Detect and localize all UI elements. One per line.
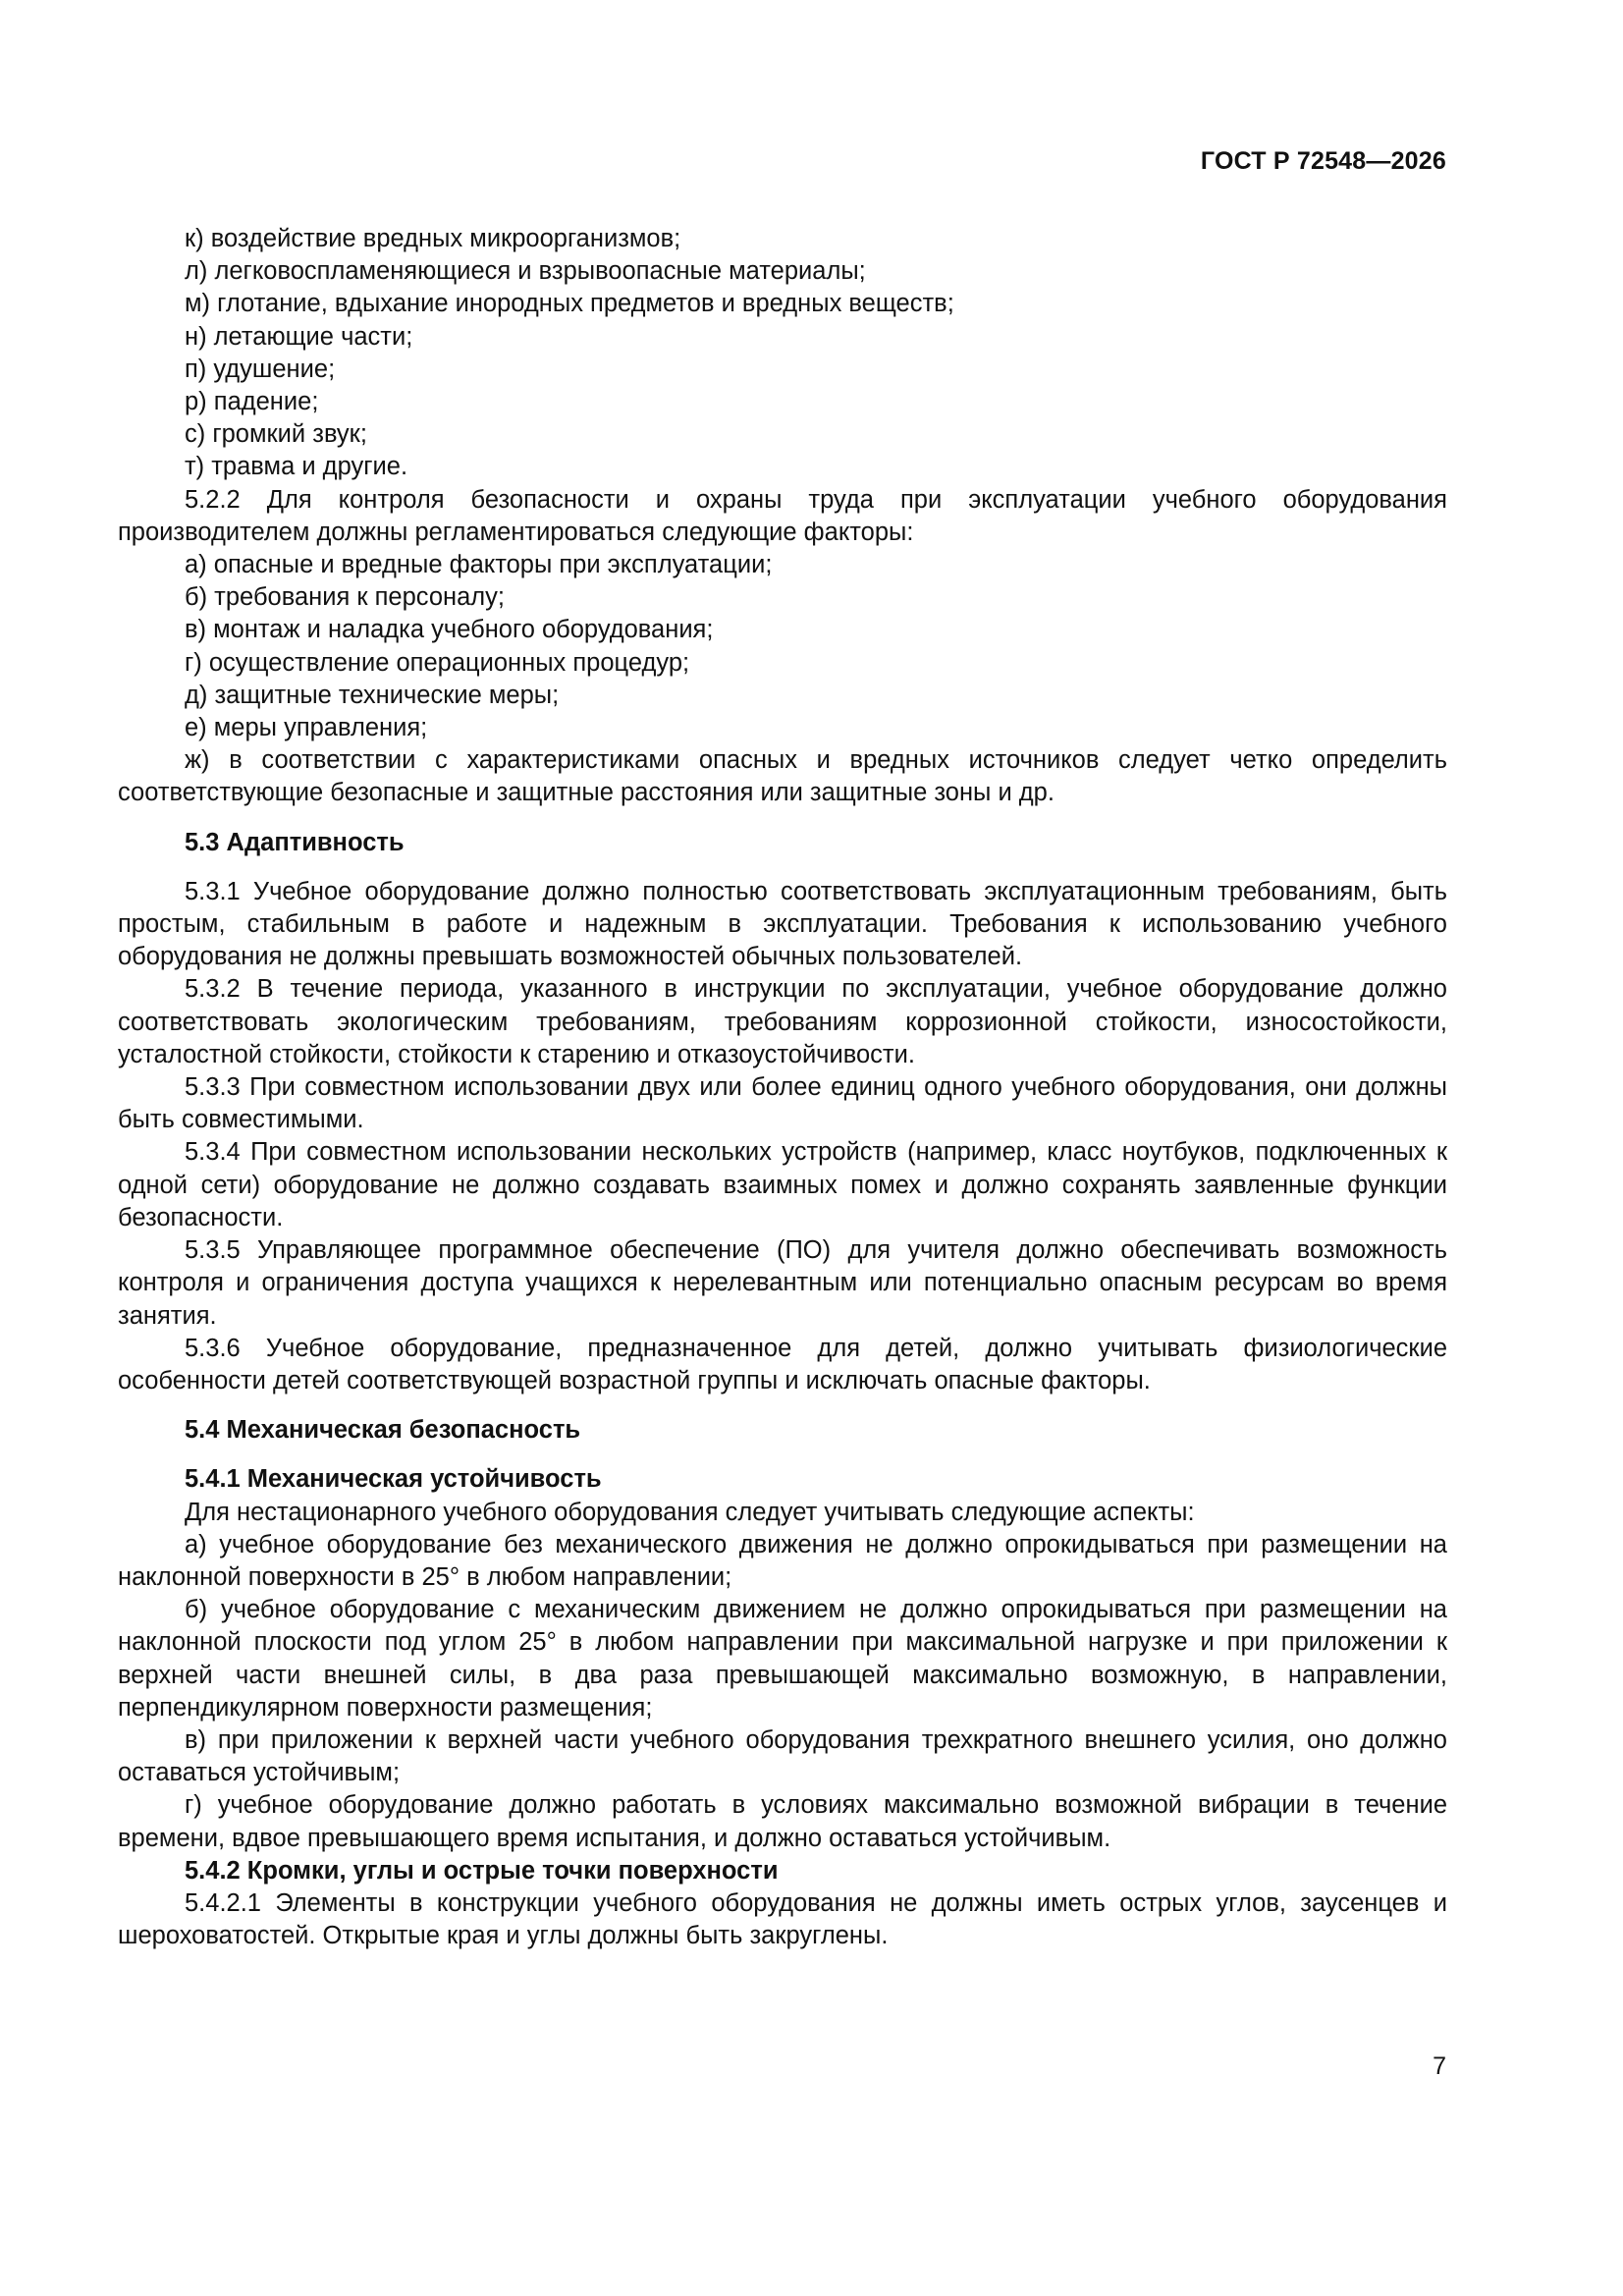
subsection-heading-5-4-1: 5.4.1 Механическая устойчивость [185, 1465, 602, 1494]
list-item-last: ж) в соответствии с характеристиками опасных и вредных источников следует четко определить соответствующие безопасные и защитные расстояния или защитные зоны и др. [118, 746, 1447, 807]
list-item: н) летающие части; [185, 322, 413, 351]
paragraph-5-2-2: 5.2.2 Для контроля безопасности и охраны труда при эксплуатации учебного оборудования производителем должны регламентироваться следующие факторы: [118, 485, 1447, 546]
list-item: е) меры управления; [185, 714, 428, 742]
list-item: д) защитные технические меры; [185, 681, 560, 709]
paragraph-5-4-1-intro: Для нестационарного учебного оборудования следует учитывать следующие аспекты: [185, 1498, 1195, 1526]
list-item: г) осуществление операционных процедур; [185, 648, 690, 677]
list-item: с) громкий звук; [185, 420, 367, 449]
list-item: а) опасные и вредные факторы при эксплуатации; [185, 551, 773, 579]
list-item: п) удушение; [185, 355, 336, 383]
paragraph-5-3-5: 5.3.5 Управляющее программное обеспечение (ПО) для учителя должно обеспечивать возможность контроля и ограничения доступа учащихся к нерелевантным или потенциально опасным ресурсам во время занятия. [118, 1236, 1447, 1330]
list-item: л) легковоспламеняющиеся и взрывоопасные материалы; [185, 257, 866, 286]
paragraph-5-3-3: 5.3.3 При совместном использовании двух или более единиц одного учебного оборудования, они должны быть совместимыми. [118, 1073, 1447, 1134]
paragraph-5-3-4: 5.3.4 При совместном использовании нескольких устройств (например, класс ноутбуков, подключенных к одной сети) оборудование не должно создавать взаимных помех и должно сохранять заявленные функции безопасности. [118, 1138, 1447, 1231]
list-item: м) глотание, вдыхание инородных предметов и вредных веществ; [185, 290, 954, 318]
paragraph-5-3-2: 5.3.2 В течение периода, указанного в инструкции по эксплуатации, учебное оборудование должно соответствовать экологическим требованиям, требованиям коррозионной стойкости, износостойкости, усталостной стойкости, стойкости к старению и отказоустойчивости. [118, 975, 1447, 1068]
document-number-header: ГОСТ Р 72548—2026 [1200, 147, 1446, 175]
paragraph-5-4-1-b: б) учебное оборудование с механическим движением не должно опрокидываться при размещении на наклонной плоскости под углом 25° в любом направлении при максимальной нагрузке и при приложении к верхней части внешней силы, в два раза превышающей максимально возможную, в направлении, перпендикулярном поверхности размещения; [118, 1596, 1447, 1722]
list-item: т) травма и другие. [185, 453, 408, 481]
list-item: к) воздействие вредных микроорганизмов; [185, 225, 681, 252]
paragraph-5-4-1-a: а) учебное оборудование без механического движения не должно опрокидываться при размещении на наклонной поверхности в 25° в любом направлении; [118, 1530, 1447, 1591]
page-number: 7 [1433, 2052, 1446, 2080]
section-heading-5-3: 5.3 Адаптивность [185, 828, 405, 856]
list-item: р) падение; [185, 388, 319, 416]
list-item: б) требования к персоналу; [185, 583, 505, 612]
section-heading-5-4: 5.4 Механическая безопасность [185, 1416, 581, 1445]
paragraph-5-3-1: 5.3.1 Учебное оборудование должно полностью соответствовать эксплуатационным требованиям, быть простым, стабильным в работе и надежным в эксплуатации. Требования к использованию учебного оборудования не должны превышать возможностей обычных пользователей. [118, 877, 1447, 971]
subsection-heading-5-4-2: 5.4.2 Кромки, углы и острые точки поверхности [185, 1856, 779, 1885]
paragraph-5-4-1-v: в) при приложении к верхней части учебного оборудования трехкратного внешнего усилия, оно должно оставаться устойчивым; [118, 1725, 1447, 1787]
list-item: в) монтаж и наладка учебного оборудования; [185, 616, 714, 644]
page-body [118, 223, 1447, 1952]
paragraph-5-4-2-1: 5.4.2.1 Элементы в конструкции учебного оборудования не должны иметь острых углов, заусенцев и шероховатостей. Открытые края и углы должны быть закруглены. [118, 1888, 1447, 1950]
paragraph-5-3-6: 5.3.6 Учебное оборудование, предназначенное для детей, должно учитывать физиологические особенности детей соответствующей возрастной группы и исключать опасные факторы. [118, 1334, 1447, 1394]
paragraph-5-4-1-g: г) учебное оборудование должно работать в условиях максимально возможной вибрации в течение времени, вдвое превышающего время испытания, и должно оставаться устойчивым. [118, 1791, 1447, 1852]
